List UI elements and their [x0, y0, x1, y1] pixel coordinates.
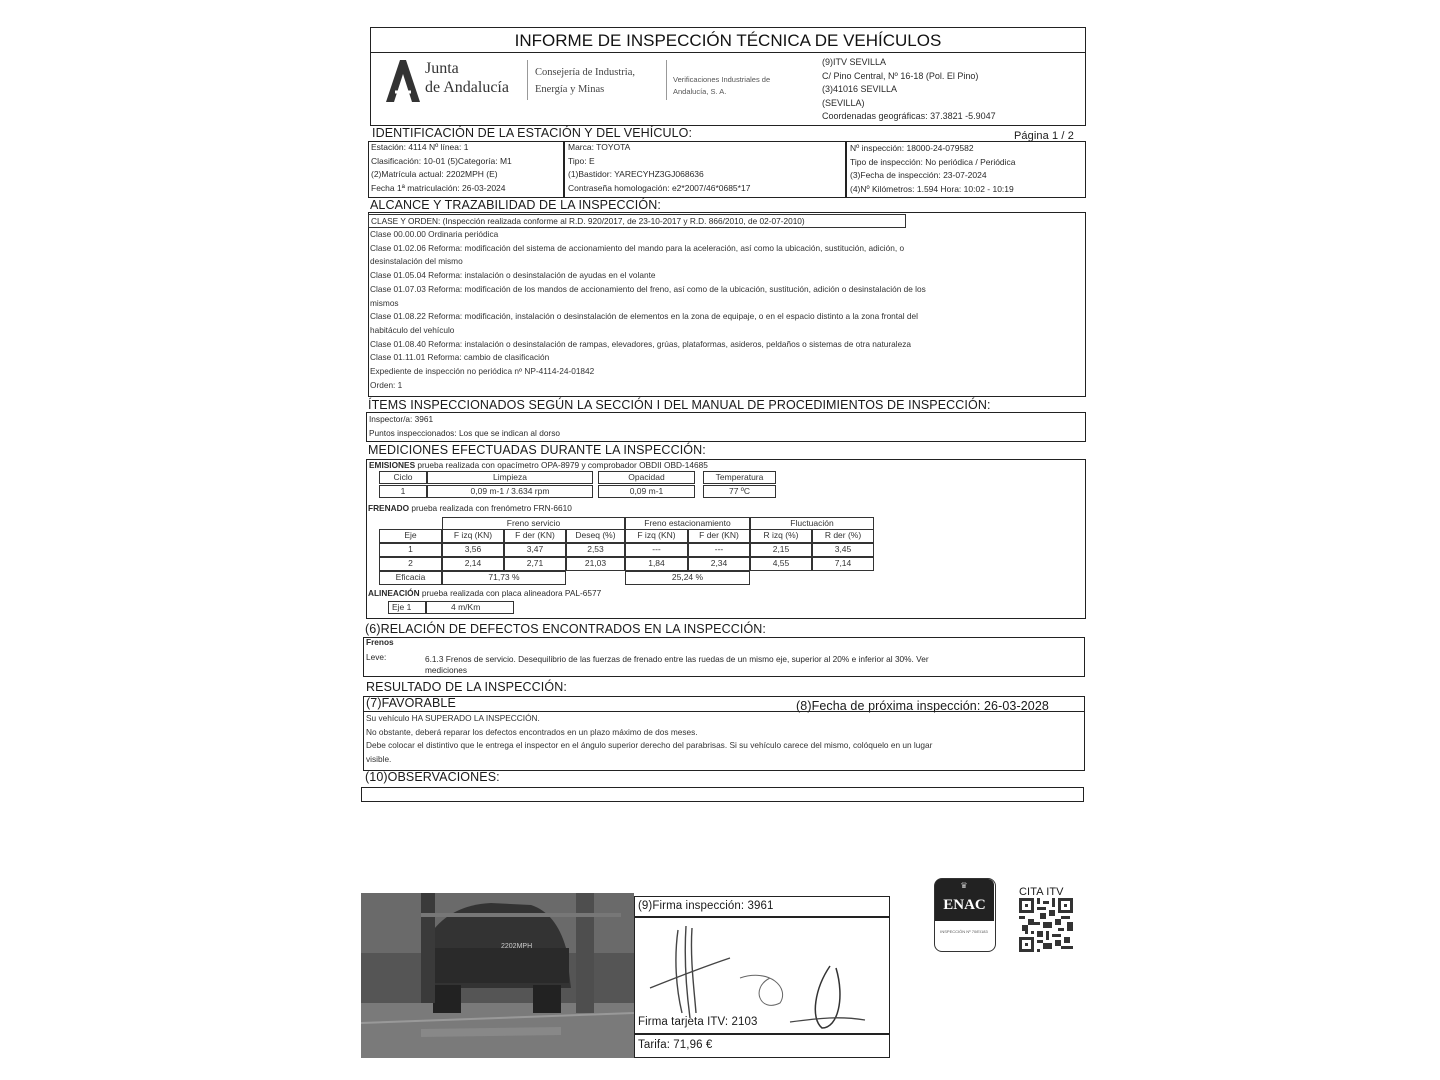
emissions-value-opacity: 0,09 m-1 — [598, 485, 695, 498]
station-line: (SEVILLA) — [822, 97, 865, 108]
items-points: Puntos inspeccionados: Los que se indican al dorso — [369, 428, 560, 438]
logo-divider — [527, 60, 528, 100]
emissions-header-opacity: Opacidad — [598, 471, 695, 484]
defects-group — [366, 637, 394, 648]
braking-row1-fluct-left: 2,15 — [750, 543, 812, 557]
braking-col-service-right: F der (KN) — [504, 529, 566, 543]
braking-row2-fluct-right: 7,14 — [812, 557, 874, 571]
station-line: Coordenadas geográficas: 37.3821 -5.9047 — [822, 111, 996, 121]
identification-col1-text — [371, 141, 512, 195]
braking-row1-imbalance: 2,53 — [566, 543, 625, 557]
braking-row1-service-right: 3,47 — [504, 543, 566, 557]
braking-group-parking: Freno estacionamiento — [625, 517, 750, 529]
observations-box — [361, 787, 1084, 802]
emissions-header-cycle: Ciclo — [379, 471, 427, 484]
braking-efficacy-parking: 25,24 % — [625, 571, 750, 585]
report-title: INFORME DE INSPECCIÓN TÉCNICA DE VEHÍCULOS — [370, 27, 1086, 53]
emissions-value-cleaning: 0,09 m-1 / 3.634 rpm — [427, 485, 593, 498]
qr-code-icon — [1019, 898, 1073, 952]
alignment-axle-label: Eje 1 — [388, 601, 426, 614]
signature-inspector: (9)Firma inspección: 3961 — [638, 900, 774, 912]
emissions-value-temperature: 77 ºC — [703, 485, 776, 498]
id-line: Clasificación: 10-01 (5)Categoría: M1 — [371, 155, 512, 166]
scope-line: Clase 01.11.01 Reforma: cambio de clasificación — [370, 352, 550, 363]
emissions-value-cycle: 1 — [379, 485, 427, 498]
braking-row1-axle: 1 — [379, 543, 442, 557]
braking-row2-imbalance: 21,03 — [566, 557, 625, 571]
alignment-line — [368, 588, 601, 599]
signature-card-line — [634, 1033, 890, 1035]
braking-row1-fluct-right: 3,45 — [812, 543, 874, 557]
scope-line: Clase 01.08.40 Reforma: instalación o desinstalación de rampas, elevadores, grúas, plataformas, asideros, peldaños o sistemas de otra naturaleza — [370, 338, 911, 349]
braking-col-fluct-right: R der (%) — [812, 529, 874, 543]
scope-lines — [370, 228, 1082, 392]
braking-row2-parking-right: 2,34 — [688, 557, 750, 571]
items-heading: ÍTEMS INSPECCIONADOS SEGÚN LA SECCIÓN I DEL MANUAL DE PROCEDIMIENTOS DE INSPECCIÓN: — [368, 398, 991, 412]
consejeria-1: Consejería de Industria, — [535, 67, 636, 78]
braking-col-service-left: F izq (KN) — [442, 529, 504, 543]
junta-logo — [382, 58, 422, 104]
braking-col-imbalance: Deseq (%) — [566, 529, 625, 543]
scope-class-order: CLASE Y ORDEN: (Inspección realizada conforme al R.D. 920/2017, de 23-10-2017 y R.D. 866/2010, de 02-07-2010) — [371, 216, 805, 226]
id-line: Contraseña homologación: e2*2007/46*0685*17 — [568, 182, 751, 193]
emissions-header-temperature: Temperatura — [703, 471, 776, 484]
braking-col-axle: Eje — [379, 529, 442, 543]
braking-row2-service-right: 2,71 — [504, 557, 566, 571]
result-lines — [366, 712, 932, 767]
braking-col-parking-right: F der (KN) — [688, 529, 750, 543]
braking-col-parking-left: F izq (KN) — [625, 529, 688, 543]
company-divider — [666, 60, 667, 100]
observations-heading: (10)OBSERVACIONES: — [365, 770, 500, 784]
braking-row1-parking-right: --- — [688, 543, 750, 557]
page-number: Página 1 / 2 — [1014, 130, 1074, 142]
braking-line — [368, 503, 572, 514]
logo-name-2: de Andalucía — [425, 79, 509, 96]
handwritten-signature — [640, 918, 880, 1033]
id-line: Tipo de inspección: No periódica / Periódica — [850, 156, 1016, 167]
items-inspector: Inspector/a: 3961 — [369, 414, 434, 424]
braking-group-service: Freno servicio — [442, 517, 625, 529]
result-line: Debe colocar el distintivo que le entrega el inspector en el ángulo superior derecho del parabrisas. Si su vehículo carece del mismo, colóquelo en un lugar — [366, 740, 933, 751]
braking-row1-parking-left: --- — [625, 543, 688, 557]
scope-line: desinstalación del mismo — [370, 256, 463, 267]
emissions-line — [369, 460, 708, 471]
emissions-text: prueba realizada con opacímetro OPA-8979 y comprobador OBDII OBD-14685 — [415, 460, 708, 470]
id-line: Marca: TOYOTA — [568, 142, 631, 152]
scope-line: Clase 00.00.00 Ordinaria periódica — [370, 229, 499, 239]
braking-row2-axle: 2 — [379, 557, 442, 571]
result-heading: RESULTADO DE LA INSPECCIÓN: — [366, 680, 567, 694]
braking-row2-fluct-left: 4,55 — [750, 557, 812, 571]
scope-line: habitáculo del vehículo — [370, 324, 455, 335]
id-line: (4)Nº Kilómetros: 1.594 Hora: 10:02 - 10:19 — [850, 183, 1014, 194]
braking-row2-parking-left: 1,84 — [625, 557, 688, 571]
station-address — [822, 56, 996, 124]
identification-col2-text — [568, 141, 750, 195]
identification-col3-text — [850, 142, 1016, 196]
consejeria-2: Energía y Minas — [535, 84, 605, 95]
braking-text: prueba realizada con frenómetro FRN-6610 — [409, 503, 572, 513]
defects-level: Leve: — [366, 652, 387, 662]
id-line: (3)Fecha de inspección: 23-07-2024 — [850, 170, 987, 180]
braking-efficacy-label: Eficacia — [379, 571, 442, 585]
id-line: Fecha 1ª matriculación: 26-03-2024 — [371, 182, 506, 193]
vehicle-photo — [361, 893, 634, 1058]
id-line: Nº inspección: 18000-24-079582 — [850, 143, 974, 153]
scope-line: Expediente de inspección no periódica nº NP-4114-24-01842 — [370, 366, 595, 377]
enac-label: ENAC — [943, 897, 986, 913]
station-line: C/ Pino Central, Nº 16-18 (Pol. El Pino) — [822, 70, 979, 81]
alignment-text: prueba realizada con placa alineadora PAL-6577 — [419, 588, 602, 598]
result-verdict: (7)FAVORABLE — [366, 696, 456, 710]
identification-heading: IDENTIFICACIÓN DE LA ESTACIÓN Y DEL VEHÍCULO: — [372, 126, 693, 140]
scope-line: Clase 01.07.03 Reforma: modificación de los mandos de accionamiento del freno, así como de la ubicación, sustitución, adición o desinstalación de los — [370, 283, 926, 294]
signature-fee: Tarifa: 71,96 € — [638, 1039, 713, 1051]
enac-crown-icon: ♛ — [960, 881, 968, 890]
braking-row1-service-left: 3,56 — [442, 543, 504, 557]
scope-line: Clase 01.05.04 Reforma: instalación o desinstalación de ayudas en el volante — [370, 270, 656, 281]
id-line: (1)Bastidor: YARECYHZ3GJ068636 — [568, 169, 704, 179]
qr-label: CITA ITV — [1019, 886, 1064, 898]
emissions-label: EMISIONES — [369, 460, 416, 470]
result-line: Su vehículo HA SUPERADO LA INSPECCIÓN. — [366, 713, 540, 723]
scope-line: Clase 01.02.06 Reforma: modificación del sistema de accionamiento del mando para la aceleración, así como la ubicación, sustitución, adición, o — [370, 242, 905, 253]
station-line: (9)ITV SEVILLA — [822, 57, 887, 67]
logo-name-1: Junta — [425, 60, 459, 77]
defects-heading: (6)RELACIÓN DE DEFECTOS ENCONTRADOS EN LA INSPECCIÓN: — [365, 622, 766, 636]
defects-text-2: mediciones — [425, 665, 467, 675]
emissions-header-cleaning: Limpieza — [427, 471, 593, 484]
id-line: Estación: 4114 Nº línea: 1 — [371, 142, 469, 152]
result-next-date: (8)Fecha de próxima inspección: 26-03-2028 — [796, 699, 1049, 713]
defects-group-label: Frenos — [366, 637, 394, 647]
braking-group-fluctuation: Fluctuación — [750, 517, 874, 529]
signature-card: Firma tarjeta ITV: 2103 — [638, 1016, 758, 1028]
braking-efficacy-service: 71,73 % — [442, 571, 566, 585]
measurements-heading: MEDICIONES EFECTUADAS DURANTE LA INSPECCIÓN: — [368, 443, 706, 457]
defects-text-1: 6.1.3 Frenos de servicio. Desequilibrio de las fuerzas de frenado entre las ruedas de un mismo eje, superior al 20% e inferior al 30%. Ver — [425, 654, 929, 664]
scope-line: Clase 01.08.22 Reforma: modificación, instalación o desinstalación de elementos en la zona de equipaje, o en el espacio distinto a la zona frontal del — [370, 311, 918, 322]
company-1: Verificaciones Industriales de — [673, 75, 771, 84]
enac-badge — [934, 878, 996, 952]
id-line: (2)Matrícula actual: 2202MPH (E) — [371, 169, 498, 179]
result-line: visible. — [366, 754, 392, 765]
company-2: Andalucía, S. A. — [673, 87, 727, 96]
result-line: No obstante, deberá reparar los defectos encontrados en un plazo máximo de dos meses. — [366, 726, 698, 737]
enac-sub: INSPECCIÓN Nº 70/EI183 — [940, 929, 988, 934]
id-line: Tipo: E — [568, 155, 595, 166]
alignment-label: ALINEACIÓN — [368, 588, 420, 598]
scope-line: mismos — [370, 297, 399, 308]
scope-line: Orden: 1 — [370, 379, 403, 390]
photo-plate: 2202MPH — [501, 943, 533, 950]
braking-row2-service-left: 2,14 — [442, 557, 504, 571]
braking-label: FRENADO — [368, 503, 410, 513]
station-line: (3)41016 SEVILLA — [822, 84, 898, 94]
braking-col-fluct-left: R izq (%) — [750, 529, 812, 543]
scope-heading: ALCANCE Y TRAZABILIDAD DE LA INSPECCIÓN: — [370, 198, 661, 212]
alignment-axle-value: 4 m/Km — [426, 601, 514, 614]
